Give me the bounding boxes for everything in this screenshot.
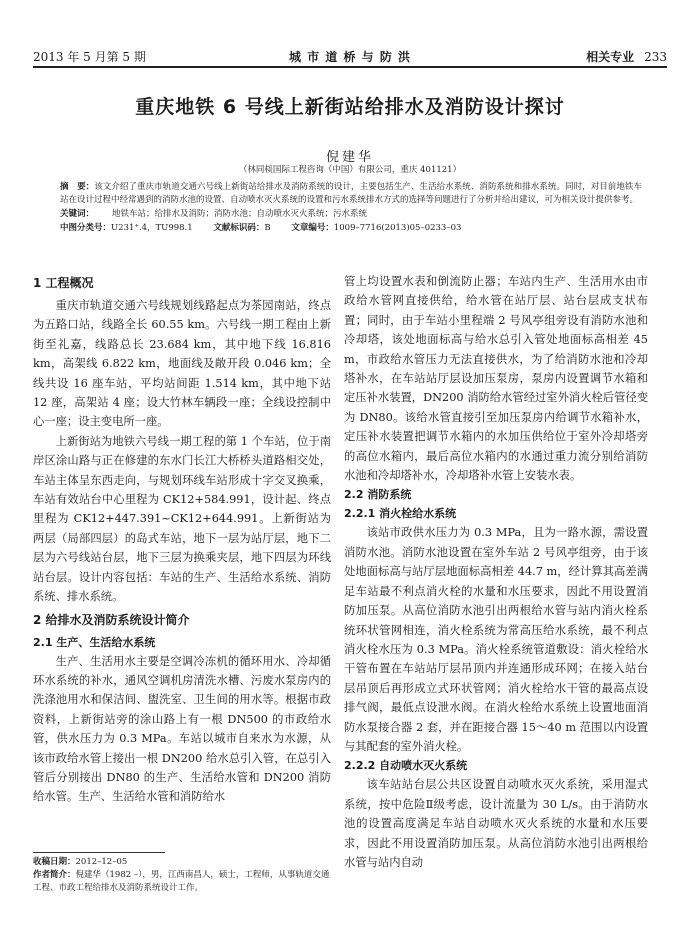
abstract-text: 该文介绍了重庆市轨道交通六号线上新街站给排水及消防系统的设计，主要包括生产、生活给水系统、消防系统和排水系统。同时，对目前地铁车站在设计过程中经常遇到的消防水池的设置、自动喷水灭火系统的设置和污水系统排水方式的选择等问题进行了分析并给出建议，可为相关设计提供参考。 [60, 182, 642, 205]
page-number: 233 [644, 50, 667, 64]
left-column [33, 272, 331, 832]
keywords-text: 地铁车站；给排水及消防；消防水池；自动喷水灭火系统；污水系统 [112, 209, 368, 219]
header-rule [33, 66, 667, 68]
abstract [60, 181, 642, 207]
paragraph: 管上均设置水表和倒流防止器；车站内生产、生活用水由市政给水管网直接供给，给水管在站厅层、站台层成支状布置；同时，由于车站小里程端 2 号风亭组旁设有消防水池和冷却塔，该处地面标高与给水总引入管处地面标高相差 45 m，市政给水管压力无法直接供水，为了给消防水池和冷却塔补水，在车站站厅层设加压泵房，泵房内设置调节水箱和定压补水装置，DN200 消防给水管经过室外消火栓后管径变为 DN80。该给水管直接引至加压泵房内给调节水箱补水，定压补水装置把调节水箱内的水加压供给位于室外冷却塔旁的高位水箱内，最后高位水箱内的水通过重力流分别给消防水池和冷却塔补水，冷却塔补水管上安装水表。 [344, 275, 648, 483]
classification-line [60, 222, 642, 235]
paragraph: 生产、生活用水主要是空调冷冻机的循环用水、冷却循环水系统的补水，通风空调机房清洗水槽、污废水泵房内的洗涤池用水和保洁间、盥洗室、卫生间的用水等。根据市政资料，上新街站旁的涂山路上有一根 DN500 的市政给水管，供水压力为 0.3 MPa。车站以城市自来水为水源，从该市政给水管上接出一根 DN200 给水总引入管，在总引入管后分别接出 DN80 的生产、生活给水管和 DN200 消防给水管。生产、生活给水管和消防给水 [33, 654, 331, 804]
doc-code [213, 223, 270, 233]
running-header [33, 44, 667, 66]
doc-code-label: 文献标识码： [213, 223, 265, 233]
article-number [291, 223, 461, 233]
abstract-block [60, 181, 642, 235]
clc [60, 223, 193, 233]
clc-value: U231⁺.4，TU998.1 [111, 223, 193, 233]
issue-info: 2013 年 5 月第 5 期 [33, 50, 146, 64]
subsection-heading-2-2-1: 2.2.1 消火栓给水系统 [344, 507, 457, 521]
doc-code-value: B [264, 223, 271, 233]
right-column [344, 272, 648, 922]
keywords [60, 208, 642, 221]
abstract-label: 摘 要： [60, 182, 95, 192]
section-heading-1: 1 工程概况 [33, 276, 94, 290]
paragraph: 该车站站台层公共区设置自动喷水灭火系统，采用湿式系统，按中危险Ⅱ级考虑，设计流量为 30 L/s。由于消防水池的设置高度满足车站自动喷水灭火系统的水量和水压要求，因此不用设置消防加压泵。从高位消防水池引出两根给水管与站内自动 [344, 778, 648, 869]
received-date [33, 856, 333, 869]
section-label [586, 48, 667, 65]
subsection-heading-2-1: 2.1 生产、生活给水系统 [33, 635, 156, 649]
author-bio-label: 作者简介： [33, 870, 76, 880]
subsection-heading-2-2-2: 2.2.2 自动喷水灭火系统 [344, 759, 468, 773]
received-value: 2012–12–05 [75, 857, 128, 867]
paragraph: 重庆市轨道交通六号线规划线路起点为茶园南站，终点为五路口站，线路全长 60.55 km。六号线一期工程由上新街至礼嘉，线路总长 23.684 km，其中地下线 16.816 km，高架线 6.822 km，地面线及敞开段 0.046 km；全线共设 16 座车站，平均站间距 1.514 km，其中地下站 12 座，高架站 4 座；设大竹林车辆段一座；全线设控制中心一座；设主变电所一座。 [33, 299, 331, 429]
paragraph: 上新街站为地铁六号线一期工程的第 1 个车站，位于南岸区涂山路与正在修建的东水门长江大桥桥头道路相交处，车站主体呈东西走向，与规划环线车站形成十字交叉换乘，车站有效站台中心里程为 CK12+584.991，设计起、终点里程为 CK12+447.391~CK12+644.991。上新街站为两层（局部四层）的岛式车站，地下一层为站厅层，地下二层为六号线站台层，地下三层为换乘夹层，地下四层为环线站台层。设计内容包括：车站的生产、生活给水系统、消防系统、排水系统。 [33, 434, 331, 604]
clc-label: 中图分类号： [60, 223, 112, 233]
author-bio-text: 倪建华（1982 –），男，江西南昌人，硕士，工程师，从事轨道交通工程、市政工程给排水及消防系统设计工作。 [33, 870, 330, 893]
author-bio [33, 869, 333, 895]
author-affiliation: （林同棪国际工程咨询（中国）有限公司，重庆 401121） [238, 165, 462, 175]
subsection-heading-2-2: 2.2 消防系统 [344, 488, 412, 502]
footnote-rule [33, 852, 165, 853]
paragraph: 该站市政供水压力为 0.3 MPa，且为一路水源，需设置消防水池。消防水池设置在室外车站 2 号风亭组旁，由于该处地面标高与站厅层地面标高相差 44.7 m，经计算其高差满足车站最不利点消火栓的水量和水压要求，因此不用设置消防加压泵。从高位消防水池引出两根给水管与站内消火栓系统环状管网相连，消火栓系统为常高压给水系统，最不利点消火栓水压为 0.3 MPa。消火栓系统管道敷设：消火栓给水干管布置在车站站厅层吊顶内并连通形成环网；在接入站台层吊顶后再形成立式环状管网；消火栓给水干管的最高点设排气阀，最低点设泄水阀。在消火栓给水系统上设置地面消防水泵接合器 2 套，并在距接合器 15～40 m 范围以内设置与其配套的室外消火栓。 [344, 526, 648, 753]
article-number-label: 文章编号： [291, 223, 334, 233]
article-title: 重庆地铁 6 号线上新街站给排水及消防设计探讨 [135, 96, 565, 118]
journal-name: 城 市 道 桥 与 防 洪 [288, 50, 412, 64]
footnote [33, 856, 333, 895]
article-number-value: 1009–7716(2013)05–0233–03 [333, 223, 462, 233]
keywords-label: 关键词： [60, 209, 95, 219]
received-label: 收稿日期： [33, 857, 76, 867]
section-name: 相关专业 [586, 50, 635, 64]
author-name: 倪建华 [325, 150, 374, 165]
section-heading-2: 2 给排水及消防系统设计简介 [33, 612, 190, 627]
